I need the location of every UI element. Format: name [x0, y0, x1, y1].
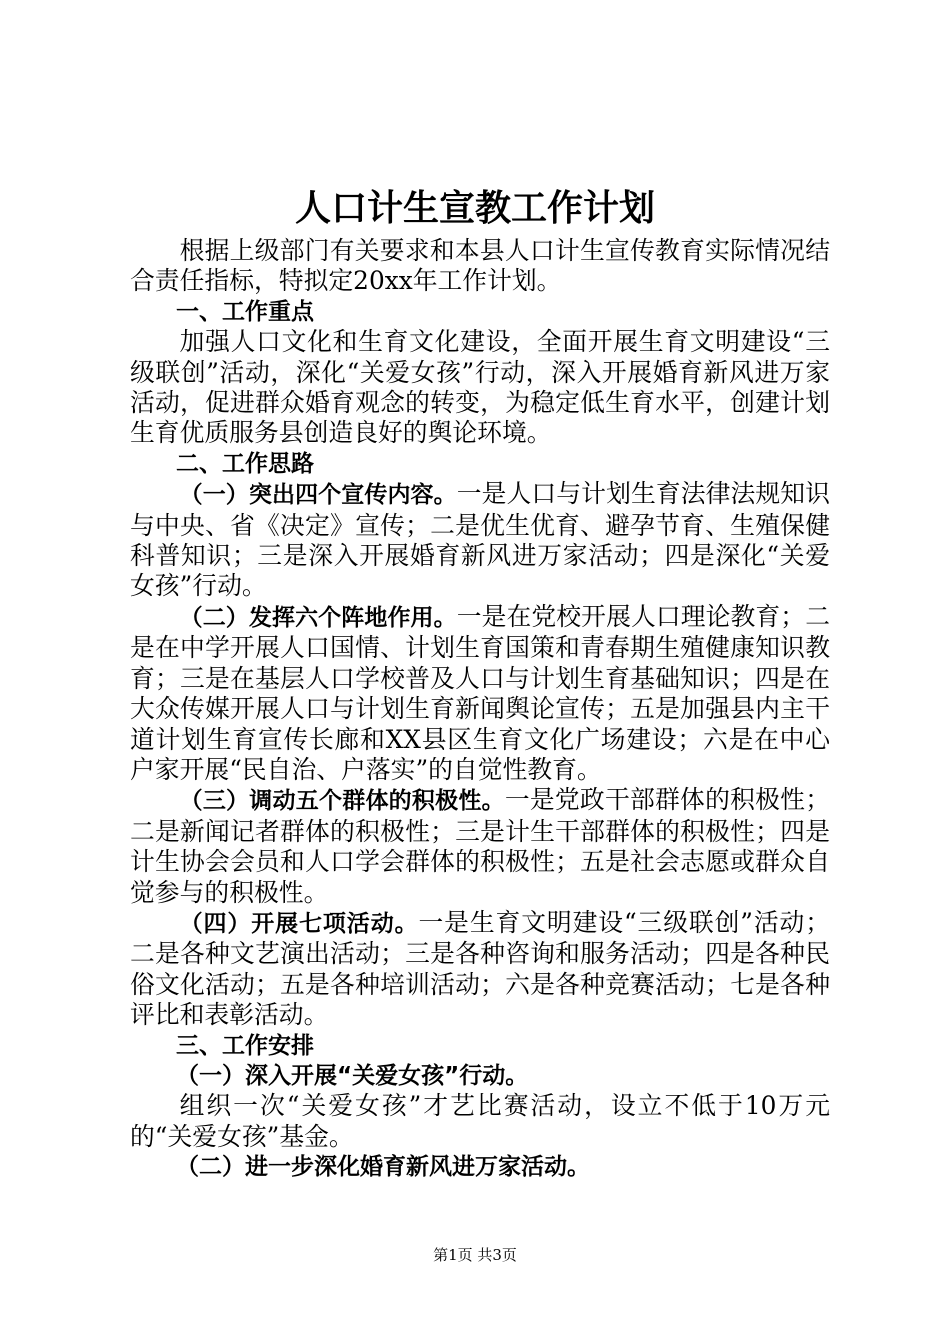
section-focus-paragraph: 加强人口文化和生育文化建设，全面开展生育文明建设“三级联创”活动，深化“关爱女孩”行动，深入开展婚育新风进万家活动，促进群众婚育观念的转变，为稳定低生育水平，创建计划生育优质服务县创造良好的舆论环境。: [130, 327, 830, 448]
approach-item-1-lead: （一）突出四个宣传内容。: [179, 482, 457, 509]
section-heading-arrangement: 三、工作安排: [176, 1032, 314, 1059]
intro-paragraph: 根据上级部门有关要求和本县人口计生宣传教育实际情况结合责任指标，特拟定20xx年工作计划。: [130, 236, 830, 296]
page-footer: 第1页 共3页: [433, 1246, 517, 1264]
approach-item-1-text: 一是人口与计划生育法律法规知识与中央、省《决定》宣传；二是优生优育、避孕节育、生殖保健科普知识；三是深入开展婚育新风进万家活动；四是深化“关爱女孩”行动。: [130, 479, 830, 601]
approach-item-2: [130, 602, 830, 785]
approach-item-2-lead: （二）发挥六个阵地作用。: [179, 604, 457, 631]
approach-item-3-text: 一是党政干部群体的积极性；二是新闻记者群体的积极性；三是计生干部群体的积极性；四是计生协会会员和人口学会群体的积极性；五是社会志愿或群众自觉参与的积极性。: [130, 785, 830, 907]
arrangement-sub-heading-1: （一）深入开展“关爱女孩”行动。: [176, 1062, 529, 1089]
approach-item-4-lead: （四）开展七项活动。: [179, 910, 419, 937]
approach-item-4-text: 一是生育文明建设“三级联创”活动；二是各种文艺演出活动；三是各种咨询和服务活动；四是各种民俗文化活动；五是各种培训活动；六是各种竞赛活动；七是各种评比和表彰活动。: [130, 907, 831, 1030]
arrangement-sub-1-paragraph: 组织一次“关爱女孩”才艺比赛活动，设立不低于10万元的“关爱女孩”基金。: [130, 1091, 830, 1151]
section-heading-approach: 二、工作思路: [176, 450, 314, 477]
document-title: 人口计生宣教工作计划: [294, 188, 655, 229]
section-heading-focus: 一、工作重点: [176, 298, 314, 325]
approach-item-1: [130, 479, 830, 602]
approach-item-3: [130, 785, 830, 908]
approach-item-4: [130, 908, 830, 1031]
approach-item-2-text: 一是在党校开展人口理论教育；二是在中学开展人口国情、计划生育国策和青春期生殖健康知识教育；三是在基层人口学校普及人口与计划生育基础知识；四是在大众传媒开展人口与计划生育新闻舆论宣传；五是加强县内主干道计划生育宣传长廊和XX县区生育文化广场建设；六是在中心户家开展“民自治、户落实”的自觉性教育。: [130, 601, 830, 784]
approach-item-3-lead: （三）调动五个群体的积极性。: [179, 788, 505, 815]
document-body: [130, 236, 830, 1183]
arrangement-sub-heading-2: （二）进一步深化婚育新风进万家活动。: [176, 1154, 590, 1181]
